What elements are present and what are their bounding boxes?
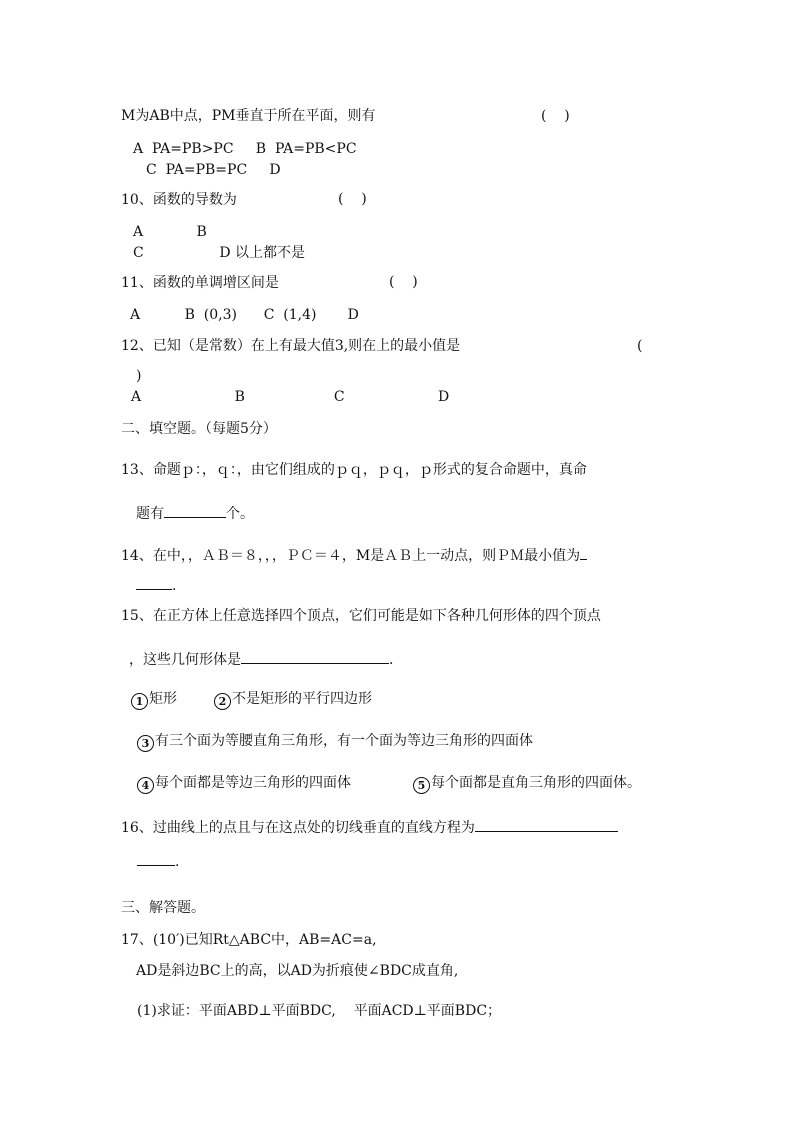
- q12-options: A B C D: [131, 389, 450, 405]
- q14-line1-text: 14、在中，，ＡＢ＝８，，，ＰＣ＝４，M是ＡＢ上一动点，则ＰＭ最小值为: [121, 548, 581, 564]
- circled-number-4-icon: 4: [137, 777, 154, 794]
- q15-option-5: [413, 774, 641, 794]
- q10-options-cd: C D 以上都不是: [133, 245, 306, 261]
- q13-line2-pre: 题有: [136, 506, 164, 522]
- q11-options: A B (0,3) C (1,4) D: [130, 307, 359, 323]
- q9-options-cd: C PA=PB=PC D: [146, 162, 281, 178]
- q14-answer-blank[interactable]: [136, 575, 172, 590]
- circled-number-2-icon: 2: [214, 693, 231, 710]
- circled-number-3-icon: 3: [137, 735, 154, 752]
- q16-line2-post: .: [175, 854, 180, 870]
- q13-line1: 13、命题ｐ：，ｑ：，由它们组成的ｐｑ，ｐｑ，ｐ形式的复合命题中，真命: [121, 462, 587, 478]
- q13-line2-post: 个。: [226, 506, 254, 522]
- q10-stem: 10、函数的导数为: [121, 192, 237, 208]
- q15-option-1-text: 矩形: [149, 691, 177, 707]
- q16-line2: [137, 851, 179, 871]
- q14-line2: [136, 575, 176, 595]
- q17-line2: AD是斜边BC上的高，以AD为折痕使∠BDC成直角,: [136, 963, 459, 979]
- q15-option-1: [131, 690, 177, 710]
- q15-option-3: [137, 732, 533, 752]
- q10-answer-paren: ( ): [338, 191, 367, 207]
- q14-answer-blank-start[interactable]: [580, 545, 587, 560]
- q15-option-2: [214, 690, 372, 710]
- q9-answer-paren: ( ): [541, 108, 570, 124]
- q14-line2-post: .: [172, 578, 177, 594]
- q16-line1: [121, 817, 618, 837]
- q15-option-5-text: 每个面都是直角三角形的四面体。: [431, 775, 641, 791]
- q15-line2-post: .: [389, 652, 394, 668]
- q16-answer-blank-cont[interactable]: [137, 851, 175, 866]
- q13-line2: [136, 503, 254, 523]
- circled-number-5-icon: 5: [413, 777, 430, 794]
- q12-paren-close: ): [136, 368, 142, 384]
- q15-option-3-text: 有三个面为等腰直角三角形，有一个面为等边三角形的四面体: [155, 733, 533, 749]
- q10-options-ab: A B: [133, 224, 207, 240]
- q13-answer-blank[interactable]: [164, 503, 226, 518]
- section2-title: 二、填空题。（每题5分）: [121, 421, 277, 437]
- q15-option-4-text: 每个面都是等边三角形的四面体: [155, 775, 351, 791]
- q15-line2: [129, 649, 393, 669]
- q17-line3: (1)求证：平面ABD⊥平面BDC, 平面ACD⊥平面BDC；: [137, 1003, 502, 1019]
- q11-stem: 11、函数的单调增区间是: [121, 275, 279, 291]
- circled-number-1-icon: 1: [131, 693, 148, 710]
- q11-answer-paren: ( ): [389, 274, 418, 290]
- q16-answer-blank[interactable]: [475, 817, 618, 832]
- q14-line1: [121, 545, 587, 565]
- q15-line2-pre: ，这些几何形体是: [129, 652, 241, 668]
- q12-stem: 12、已知（是常数）在上有最大值3,则在上的最小值是: [121, 338, 461, 354]
- q15-option-4: [137, 774, 351, 794]
- q17-line1: 17、(10′)已知Rt△ABC中，AB=AC=a,: [121, 932, 377, 948]
- q16-line1-text: 16、过曲线上的点且与在这点处的切线垂直的直线方程为: [121, 820, 475, 836]
- q12-paren-open: (: [637, 338, 643, 354]
- section3-title: 三、解答题。: [121, 900, 205, 916]
- q15-answer-blank[interactable]: [241, 649, 389, 664]
- q9-stem: M为AB中点，PM垂直于所在平面，则有: [121, 108, 376, 124]
- q15-line1: 15、在正方体上任意选择四个顶点，它们可能是如下各种几何形体的四个顶点: [121, 608, 601, 624]
- q9-options-ab: A PA=PB>PC B PA=PB<PC: [133, 141, 357, 157]
- q15-option-2-text: 不是矩形的平行四边形: [232, 691, 372, 707]
